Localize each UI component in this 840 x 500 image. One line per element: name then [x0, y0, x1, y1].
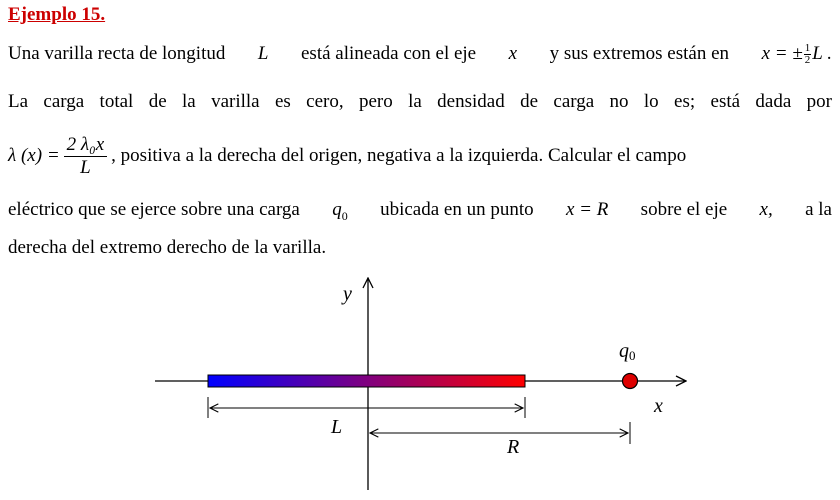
symbol-q: q — [332, 199, 342, 220]
y-axis-label: y — [343, 283, 352, 305]
text-segment: ubicada en un punto — [380, 199, 534, 220]
equation-text: x = ± — [761, 43, 803, 64]
symbol-q-sub: 0 — [341, 208, 348, 223]
text-segment: , positiva a la derecha del origen, negativa a la izquierda. Calcular el campo — [111, 145, 687, 166]
text-segment: a la — [805, 199, 832, 220]
equation-end: L . — [812, 43, 832, 64]
L-label: L — [331, 416, 343, 438]
text-segment: está alineada con el eje — [301, 43, 477, 64]
paragraph-2: La carga total de la varilla es cero, pero la densidad de carga no lo es; está dada por — [8, 91, 832, 112]
symbol-x: x, — [759, 199, 773, 220]
text-segment: eléctrico que se ejerce sobre una carga — [8, 199, 300, 220]
paragraph-5: derecha del extremo derecho de la varilla. — [8, 237, 327, 258]
charge-label-sub: 0 — [629, 348, 636, 363]
example-heading: Ejemplo 15. — [8, 4, 106, 25]
fraction-denominator: L — [80, 156, 91, 178]
fraction-denominator: 2 — [804, 54, 811, 67]
R-label: R — [507, 436, 520, 458]
equation-x-R: x = R — [565, 199, 609, 220]
x-axis-label: x — [654, 395, 663, 417]
point-charge — [623, 374, 638, 389]
charge-label — [619, 340, 636, 363]
charged-rod — [208, 375, 525, 387]
symbol-x: x — [508, 43, 518, 64]
symbol-L: L — [257, 43, 269, 64]
text-segment: Una varilla recta de longitud — [8, 43, 226, 64]
text-segment: y sus extremos están en — [549, 43, 730, 64]
charge-label-q: q — [619, 340, 629, 362]
fraction-numerator: 2 λ₀x — [64, 134, 108, 157]
lambda-lhs: λ (x) = — [8, 145, 60, 166]
text-segment: sobre el eje — [640, 199, 728, 220]
fraction-numerator: 1 — [804, 42, 811, 55]
